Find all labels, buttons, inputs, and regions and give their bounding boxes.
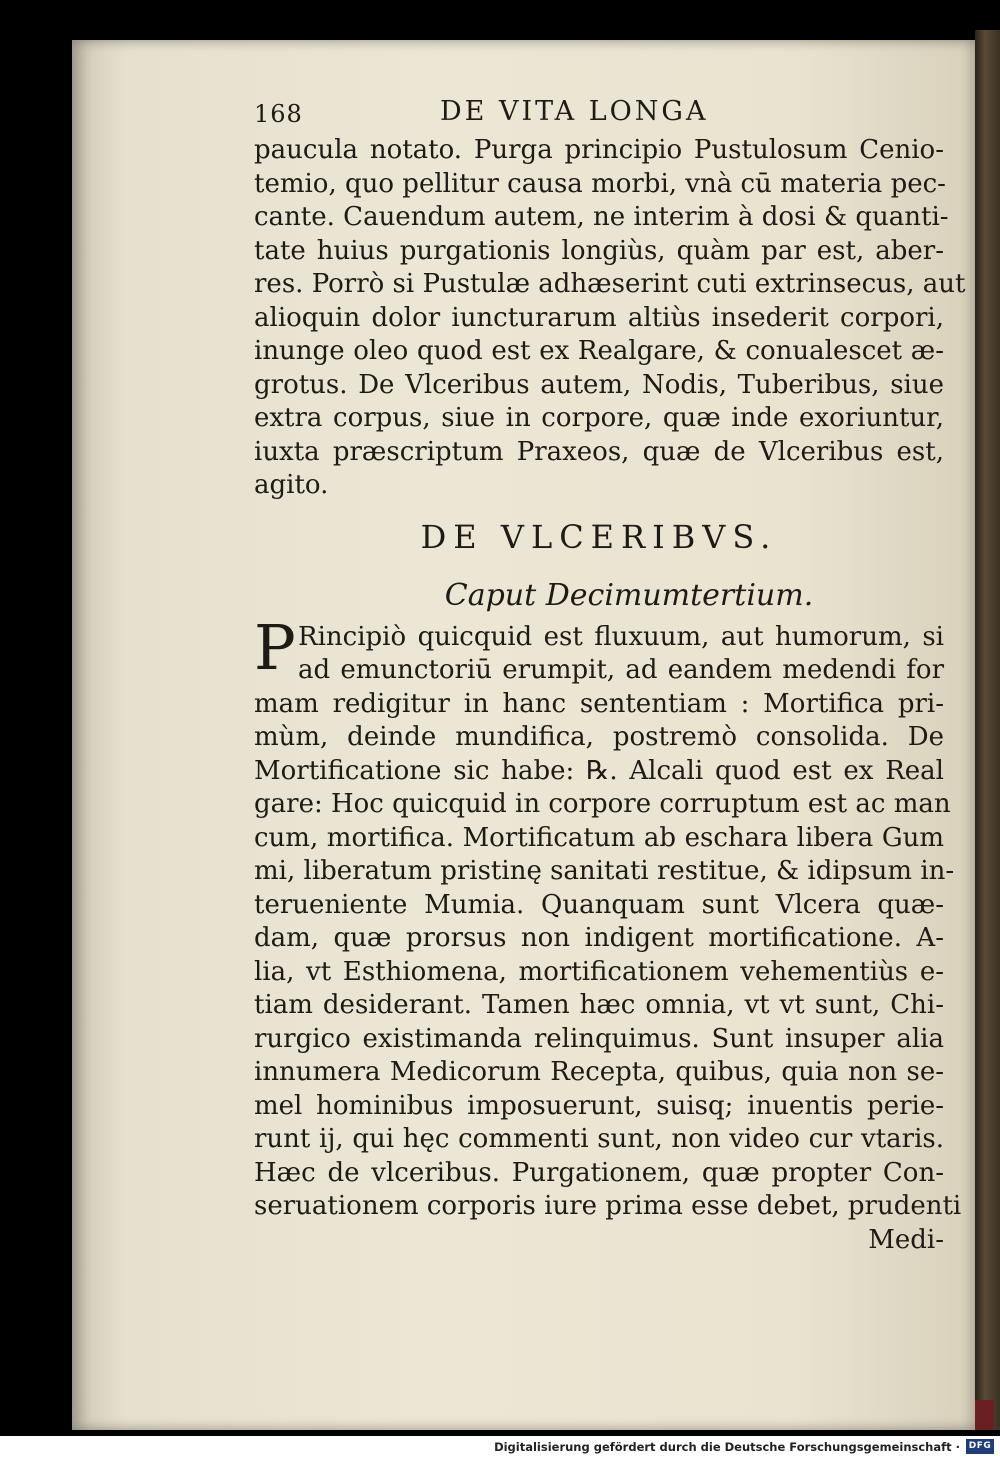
text-line: grotus. De Vlceribus autem, Nodis, Tuberibus, siue bbox=[254, 369, 944, 400]
text-line: cum, mortifica. Mortificatum ab eschara libera Gum bbox=[254, 822, 944, 853]
section-heading: DE VLCERIBVS. bbox=[420, 517, 778, 556]
first-line-text: Rincipiò quicquid est fluxuum, aut humorum, si bbox=[298, 621, 944, 652]
catchword: Medi- bbox=[868, 1224, 944, 1255]
text-line: temio, quo pellitur causa morbi, vnà cū materia pec- bbox=[254, 168, 946, 199]
text-line: mi, liberatum pristinę sanitati restitue, & idipsum in- bbox=[254, 856, 955, 886]
text-line: Hæc de vlceribus. Purgationem, quæ propter Con- bbox=[254, 1157, 944, 1188]
text-line: runt ij, qui hęc commenti sunt, non video cur vtaris. bbox=[254, 1124, 944, 1154]
text-block bbox=[254, 94, 966, 1257]
text-line: gare: Hoc quicquid in corpore corruptum est ac man bbox=[254, 789, 951, 819]
text-line: mel hominibus imposuerunt, suisq; inuentis perie- bbox=[254, 1090, 944, 1121]
chapter-heading: Caput Decimumtertium. bbox=[444, 577, 814, 613]
text-line: res. Porrò si Pustulæ adhæserint cuti extrinsecus, aut bbox=[254, 269, 966, 299]
book-edge bbox=[975, 30, 1000, 1430]
text-line: cante. Cauendum autem, ne interim à dosi & quanti- bbox=[254, 202, 949, 232]
text-line: tiam desiderant. Tamen hæc omnia, vt vt sunt, Chi- bbox=[254, 990, 944, 1020]
paragraph-1 bbox=[254, 134, 966, 503]
text-line: tate huius purgationis longiùs, quàm par est, aber- bbox=[254, 235, 944, 266]
text-line: paucula notato. Purga principio Pustulosum Cenio- bbox=[254, 135, 944, 165]
text-line: rurgico existimanda relinquimus. Sunt insuper alia bbox=[254, 1023, 944, 1054]
text-line: agito. bbox=[254, 470, 329, 500]
text-line: extra corpus, siue in corpore, quæ inde exoriuntur, bbox=[254, 403, 944, 433]
page-header bbox=[254, 94, 944, 134]
running-title: DE VITA LONGA bbox=[440, 96, 709, 127]
text-line: innumera Medicorum Recepta, quibus, quia non se- bbox=[254, 1057, 944, 1087]
dfg-logo: DFG bbox=[966, 1439, 994, 1454]
drop-cap: P bbox=[254, 610, 296, 684]
funding-credit: Digitalisierung gefördert durch die Deutsche Forschungsgemeinschaft · bbox=[494, 1440, 960, 1454]
text-line: mam redigitur in hanc sententiam : Mortifica pri- bbox=[254, 688, 944, 719]
page-number: 168 bbox=[254, 100, 303, 128]
text-line: seruationem corporis iure prima esse debet, prudenti bbox=[254, 1191, 962, 1221]
text-line: Mortificatione sic habe: ℞. Alcali quod est ex Real bbox=[254, 755, 944, 786]
footer-bar bbox=[0, 1436, 1000, 1460]
text-line: terueniente Mumia. Quanquam sunt Vlcera quæ- bbox=[254, 889, 944, 920]
text-line: lia, vt Esthiomena, mortificationem vehementiùs e- bbox=[254, 956, 944, 987]
text-line: mùm, deinde mundifica, postremò consolida. De bbox=[254, 722, 944, 752]
text-line: iuxta præscriptum Praxeos, quæ de Vlceribus est, bbox=[254, 436, 944, 467]
text-line: alioquin dolor iuncturarum altiùs insederit corpori, bbox=[254, 302, 944, 333]
text-line: inunge oleo quod est ex Realgare, & conualescet æ- bbox=[254, 336, 944, 366]
text-line: dam, quæ prorsus non indigent mortificatione. A- bbox=[254, 923, 944, 953]
paragraph-2 bbox=[254, 610, 962, 1258]
text-line: ad emunctoriū erumpit, ad eandem medendi for bbox=[298, 655, 944, 685]
